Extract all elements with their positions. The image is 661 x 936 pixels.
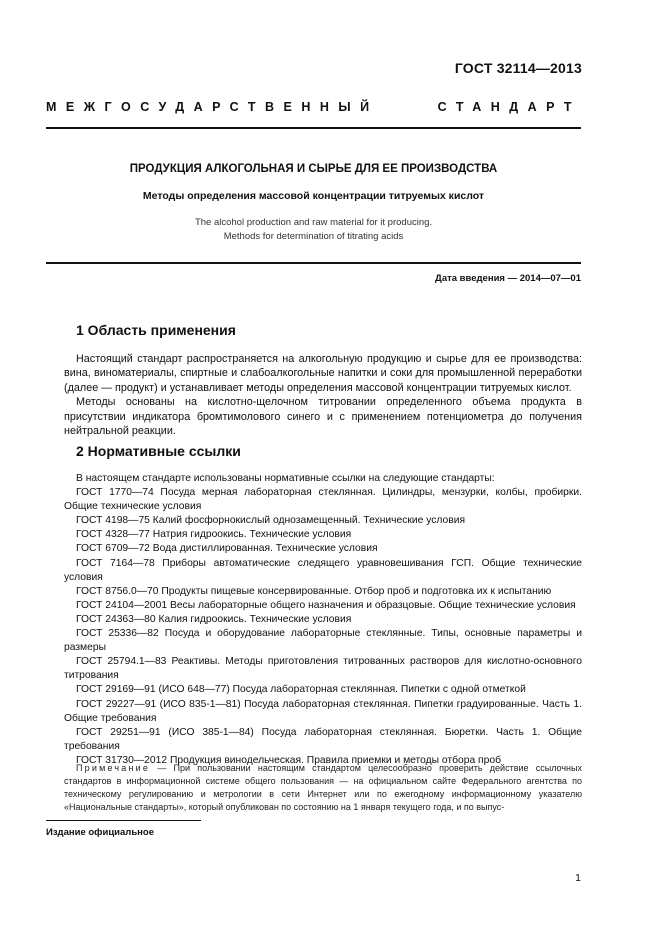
reference-item: ГОСТ 8756.0—70 Продукты пищевые консервированные. Отбор проб и подготовка их к испытанию bbox=[76, 585, 552, 597]
reference-item: ГОСТ 29169—91 (ИСО 648—77) Посуда лабораторная стеклянная. Пипетки с одной отметкой bbox=[76, 684, 526, 696]
section-2-heading: 2 Нормативные ссылки bbox=[76, 443, 241, 459]
title-divider bbox=[46, 262, 581, 264]
document-subtitle: Методы определения массовой концентрации титруемых кислот bbox=[142, 190, 485, 202]
reference-item: ГОСТ 25336—82 Посуда и оборудование лабораторные стеклянные. Типы, основные параметры и размеры bbox=[64, 628, 582, 654]
section-1-paragraph: Методы основаны на кислотно-щелочном титровании определенного объема продукта в присутствии индикатора бромтимолового синего и с применением потенциометра до получения нейтральной реакции. bbox=[64, 396, 582, 438]
document-code: ГОСТ 32114—2013 bbox=[454, 60, 582, 76]
note-text: — При пользовании настоящим стандартом целесообразно проверить действие ссылочных стандартов в информационной системе общего пользования — на официальном сайте Федерального агентства по техническому регулированию и метрологии в сети Интернет или по ежегодному информационному указателю «Национальные стандарты», который опубликован по состоянию на 1 января текущего года, и по выпус- bbox=[64, 763, 582, 812]
official-edition-label: Издание официальное bbox=[46, 827, 154, 838]
english-title-line-1: The alcohol production and raw material for it producing. bbox=[194, 217, 433, 228]
reference-item: ГОСТ 29227—91 (ИСО 835-1—81) Посуда лабораторная стеклянная. Пипетки градуированные. Часть 1. Общие требования bbox=[64, 698, 582, 724]
reference-item: ГОСТ 31730—2012 Продукция винодельческая. Правила приемки и методы отбора проб bbox=[76, 754, 501, 766]
footer-divider bbox=[46, 820, 201, 821]
reference-item: ГОСТ 7164—78 Приборы автоматические следящего уравновешивания ГСП. Общие технические условия bbox=[64, 557, 582, 583]
interstate-standard-label: МЕЖГОСУДАРСТВЕННЫЙ СТАНДАРТ bbox=[46, 100, 581, 114]
reference-item: ГОСТ 24104—2001 Весы лабораторные общего назначения и образцовые. Общие технические условия bbox=[76, 599, 576, 611]
references-intro: В настоящем стандарте использованы нормативные ссылки на следующие стандарты: bbox=[76, 473, 495, 484]
note-label: Примечание bbox=[76, 763, 151, 773]
reference-item: ГОСТ 4198—75 Калий фосфорнокислый однозамещенный. Технические условия bbox=[76, 515, 466, 527]
note-paragraph bbox=[64, 762, 582, 814]
document-title: ПРОДУКЦИЯ АЛКОГОЛЬНАЯ И СЫРЬЕ ДЛЯ ЕЕ ПРОИЗВОДСТВА bbox=[129, 163, 498, 175]
normative-references-list bbox=[64, 472, 582, 768]
reference-item: ГОСТ 29251—91 (ИСО 385-1—84) Посуда лабораторная стеклянная. Бюретки. Часть 1. Общие требования bbox=[64, 726, 582, 752]
reference-item: ГОСТ 24363—80 Калия гидроокись. Технические условия bbox=[76, 613, 352, 625]
footnote bbox=[64, 762, 582, 814]
reference-item: ГОСТ 1770—74 Посуда мерная лабораторная стеклянная. Цилиндры, мензурки, колбы, пробирки. Общие технические условия bbox=[64, 487, 582, 513]
reference-item: ГОСТ 6709—72 Вода дистиллированная. Технические условия bbox=[76, 543, 378, 555]
english-title-line-2: Methods for determination of titrating acids bbox=[223, 231, 404, 242]
introduction-date: Дата введения — 2014—07—01 bbox=[435, 273, 581, 284]
english-title bbox=[46, 216, 581, 244]
top-divider bbox=[46, 127, 581, 129]
section-1-paragraph: Настоящий стандарт распространяется на алкогольную продукцию и сырье для ее производства: вина, виноматериалы, спиртные и слабоалкогольные напитки и соки для промышленной переработки (далее — продукт) и устанавливает методы определения массовой концентрации титруемых кислот. bbox=[64, 353, 582, 394]
reference-item: ГОСТ 4328—77 Натрия гидроокись. Технические условия bbox=[76, 529, 352, 541]
section-1-body bbox=[64, 352, 582, 438]
section-1-heading: 1 Область применения bbox=[76, 322, 236, 338]
page-number: 1 bbox=[575, 872, 581, 884]
reference-item: ГОСТ 25794.1—83 Реактивы. Методы приготовления титрованных растворов для кислотно-основного титрования bbox=[64, 656, 582, 682]
